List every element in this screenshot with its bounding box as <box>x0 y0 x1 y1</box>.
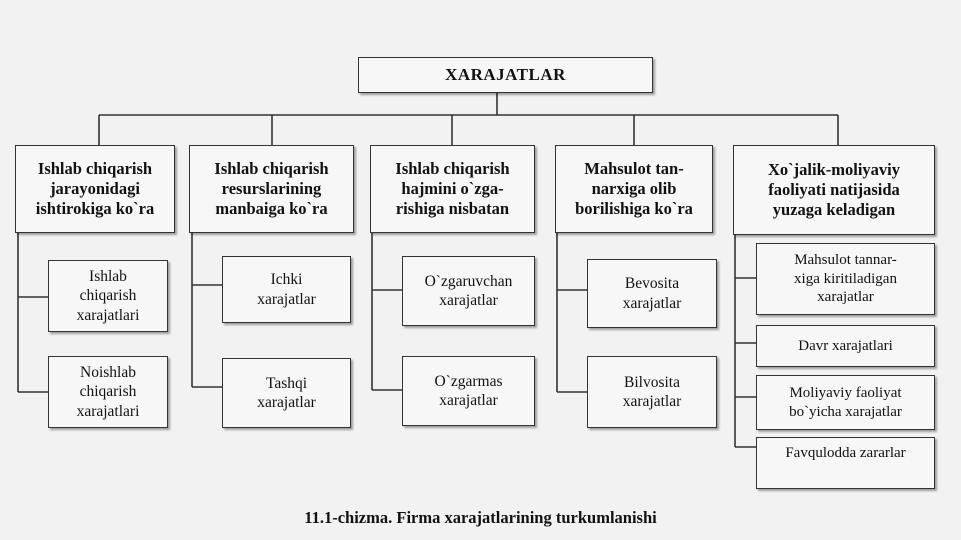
category-node-1: Ishlab chiqarish jarayonidagi ishtirokiga ko`ra <box>15 145 175 233</box>
figure-caption: 11.1-chizma. Firma xarajatlarining turkumlanishi <box>304 508 657 527</box>
root-node: XARAJATLAR <box>358 57 653 93</box>
sub-node-5-2: Davr xarajatlari <box>756 325 935 367</box>
sub-node-5-1: Mahsulot tannar- xiga kiritiladigan xarajatlar <box>756 243 935 315</box>
sub-node-4-1: Bevosita xarajatlar <box>587 259 717 328</box>
sub-node-2-2: Tashqi xarajatlar <box>222 358 351 428</box>
sub-node-4-2: Bilvosita xarajatlar <box>587 356 717 428</box>
sub-node-5-4: Favqulodda zararlar <box>756 437 935 489</box>
category-node-5: Xo`jalik-moliyaviy faoliyati natijasida yuzaga keladigan <box>733 145 935 235</box>
sub-node-2-1: Ichki xarajatlar <box>222 256 351 323</box>
category-node-4: Mahsulot tan- narxiga olib borilishiga ko`ra <box>555 145 713 233</box>
sub-node-1-1: Ishlab chiqarish xarajatlari <box>48 260 168 332</box>
sub-node-5-3: Moliyaviy faoliyat bo`yicha xarajatlar <box>756 375 935 430</box>
sub-node-3-1: O`zgaruvchan xarajatlar <box>402 256 535 326</box>
sub-node-3-2: O`zgarmas xarajatlar <box>402 356 535 426</box>
category-node-2: Ishlab chiqarish resurslarining manbaiga ko`ra <box>189 145 354 233</box>
category-node-3: Ishlab chiqarish hajmini o`zga- rishiga nisbatan <box>370 145 535 233</box>
sub-node-1-2: Noishlab chiqarish xarajatlari <box>48 356 168 428</box>
